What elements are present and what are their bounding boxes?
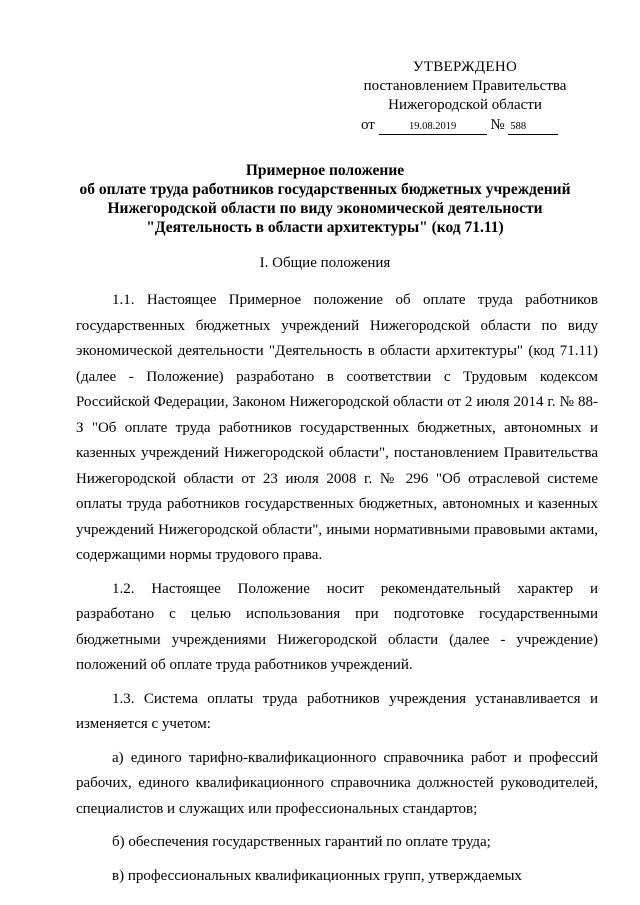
approval-number: 588 xyxy=(508,120,558,135)
section-heading: I. Общие положения xyxy=(259,255,391,271)
paragraph-1-1: 1.1. Настоящее Примерное положение об оплате труда работников государственных бюджетных учреждений Нижегородской области по виду экономической деятельности "Деятельность в области архитектуры" (код 71.11) (далее - Положение) разработано в соответствии с Трудовым кодексом Российской Федерации, Законом Нижегородской области от 2 июля 2014 г. № 88-З "Об оплате труда работников государственных бюджетных, автономных и казенных учреждений Нижегородской области", постановлением Правительства Нижегородской области от 23 июля 2008 г. № 296 "Об отраслевой системе оплаты труда работников государственных бюджетных, автономных и казенных учреждений Нижегородской области", иными нормативными правовыми актами, содержащими нормы трудового права. xyxy=(76,292,598,563)
from-label: от xyxy=(361,117,375,133)
document-body xyxy=(76,288,598,889)
approval-line-1: постановлением Правительства xyxy=(363,78,567,94)
title-line-1: Примерное положение xyxy=(245,162,405,179)
title-line-2: об оплате труда работников государственных бюджетных учреждений xyxy=(79,181,571,198)
number-label: № xyxy=(490,117,505,133)
paragraph-1-2: 1.2. Настоящее Положение носит рекомендательный характер и разработано с целью использования при подготовке государственными бюджетными учреждениями Нижегородской области (далее - учреждение) положений об оплате труда работников учреждений. xyxy=(76,580,598,673)
paragraph-item-v: в) профессиональных квалификационных групп, утверждаемых xyxy=(112,867,522,884)
paragraph-item-b: б) обеспечения государственных гарантий по оплате труда; xyxy=(112,834,491,850)
paragraph-1-3: 1.3. Система оплаты труда работников учреждения устанавливается и изменяется с учетом: xyxy=(76,690,598,732)
document-title xyxy=(60,161,590,237)
approval-stamp xyxy=(350,58,580,115)
approval-date-line xyxy=(361,116,558,135)
paragraph-item-a: а) единого тарифно-квалификационного справочника работ и профессий рабочих, единого квалификационного справочника должностей руководителей, специалистов и служащих или профессиональных стандартов; xyxy=(76,749,598,817)
approval-heading: УТВЕРЖДЕНО xyxy=(412,59,518,75)
title-line-4: "Деятельность в области архитектуры" (код 71.11) xyxy=(146,219,504,236)
title-line-3: Нижегородской области по виду экономической деятельности xyxy=(107,200,543,217)
approval-line-2: Нижегородской области xyxy=(388,97,542,113)
approval-date: 19.08.2019 xyxy=(379,120,487,135)
